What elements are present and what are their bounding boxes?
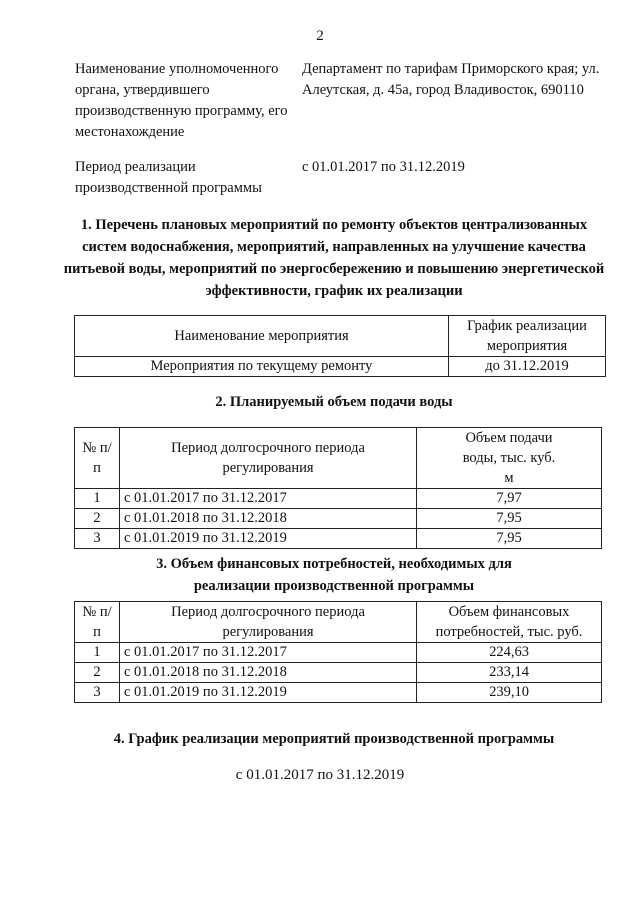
table-header-cell: № п/п: [75, 428, 120, 489]
section-4-period: с 01.01.2017 по 31.12.2019: [235, 767, 405, 783]
table-cell: Мероприятия по текущему ремонту: [75, 357, 449, 377]
authority-label: Наименование уполномоченного органа, утвердившего производственную программу, его местонахождение: [75, 61, 288, 140]
table-row: [75, 663, 602, 683]
table-cell: 233,14: [417, 663, 602, 683]
table-row: [75, 357, 606, 377]
table-cell: с 01.01.2017 по 31.12.2017: [120, 643, 417, 663]
table-header-cell: № п/п: [75, 602, 120, 643]
table-cell: 1: [75, 489, 120, 509]
table-header-cell: Период долгосрочного периода регулирования: [120, 428, 417, 489]
table-cell: с 01.01.2018 по 31.12.2018: [120, 663, 417, 683]
table-header-row: [75, 316, 606, 357]
table-cell: с 01.01.2019 по 31.12.2019: [120, 683, 417, 703]
table-header-row: [75, 602, 602, 643]
section-4-heading: 4. График реализации мероприятий производственной программы: [113, 731, 555, 747]
table-cell: 224,63: [417, 643, 602, 663]
table-row: [75, 683, 602, 703]
section-3-table: [74, 601, 602, 703]
table-header-row: [75, 428, 602, 489]
table-cell: 3: [75, 529, 120, 549]
table-header-cell: Период долгосрочного периода регулирования: [120, 602, 417, 643]
table-row: [75, 643, 602, 663]
section-2-table: [74, 427, 602, 549]
table-header-cell: График реализации мероприятия: [449, 316, 606, 357]
table-cell: 239,10: [417, 683, 602, 703]
section-1-table: [74, 315, 606, 377]
section-2-heading: 2. Планируемый объем подачи воды: [215, 394, 453, 410]
table-cell: с 01.01.2018 по 31.12.2018: [120, 509, 417, 529]
table-header-cell: Наименование мероприятия: [75, 316, 449, 357]
table-cell: 3: [75, 683, 120, 703]
table-cell: с 01.01.2019 по 31.12.2019: [120, 529, 417, 549]
section-1-heading: 1. Перечень плановых мероприятий по ремонту объектов централизованных систем водоснабжения, мероприятий, направленных на улучшение качества питьевой воды, мероприятий по энергосбережению и повышению энергетической эффективности, график их реализации: [63, 217, 605, 299]
table-header-cell: Объем подачи воды, тыс. куб. м: [417, 428, 602, 489]
table-cell: 7,95: [417, 529, 602, 549]
table-row: [75, 489, 602, 509]
period-value: с 01.01.2017 по 31.12.2019: [302, 159, 465, 175]
authority-value: Департамент по тарифам Приморского края; ул. Алеутская, д. 45а, город Владивосток, 690110: [302, 61, 600, 98]
period-label: Период реализации производственной программы: [75, 159, 262, 196]
table-cell: 7,97: [417, 489, 602, 509]
page-number: 2: [316, 28, 324, 44]
table-row: [75, 509, 602, 529]
table-cell: 2: [75, 663, 120, 683]
table-cell: 1: [75, 643, 120, 663]
table-row: [75, 529, 602, 549]
section-3-heading: 3. Объем финансовых потребностей, необходимых для реализации производственной программы: [156, 556, 512, 594]
table-cell: 2: [75, 509, 120, 529]
table-header-cell: Объем финансовых потребностей, тыс. руб.: [417, 602, 602, 643]
table-cell: 7,95: [417, 509, 602, 529]
table-cell: с 01.01.2017 по 31.12.2017: [120, 489, 417, 509]
table-cell: до 31.12.2019: [449, 357, 606, 377]
